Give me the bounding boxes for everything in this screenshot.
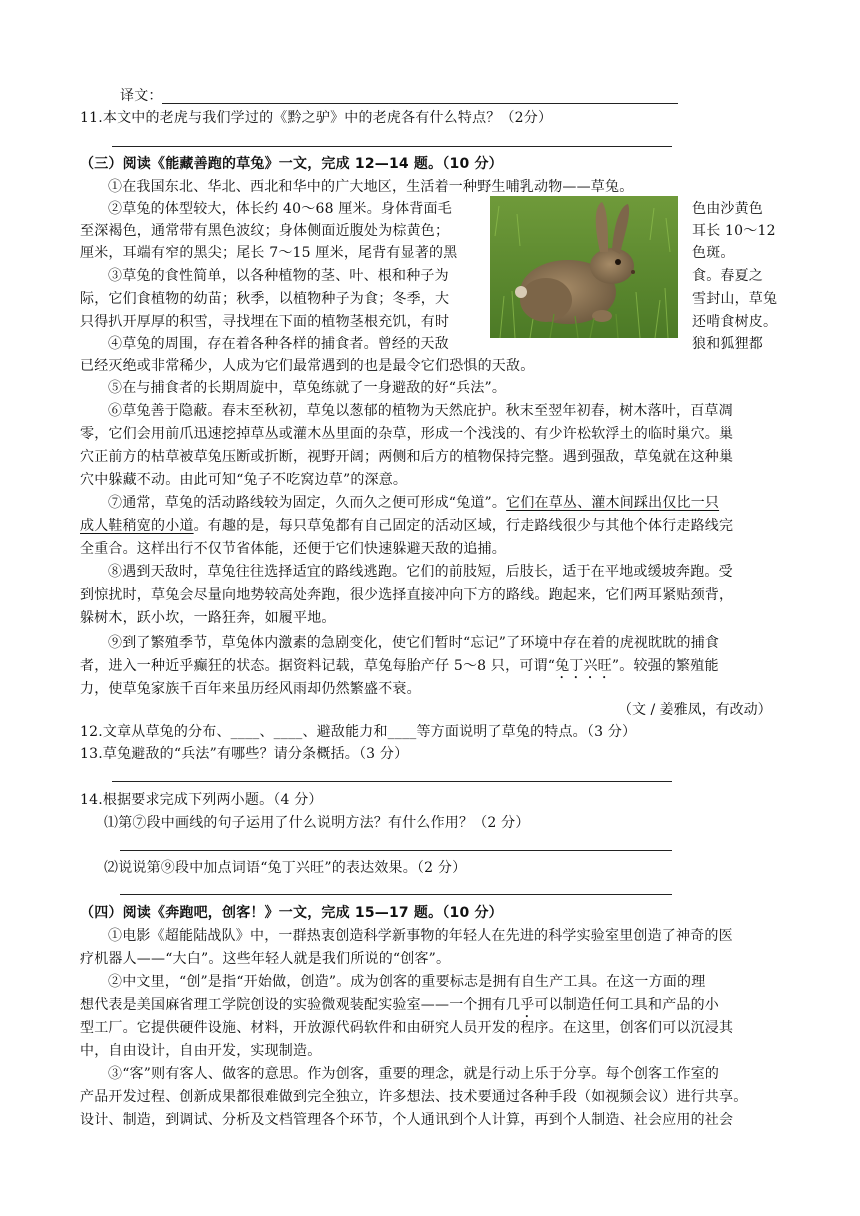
rabbit-photo bbox=[490, 196, 678, 338]
paragraph-9-line: ⑨到了繁殖季节，草兔体内激素的急剧变化，使它们暂时“忘记”了环境中存在着的虎视眈眈的捕食 bbox=[108, 635, 720, 651]
paragraph-8-line: 到惊扰时，草兔会尽量向地势较高处奔跑，很少选择直接冲向下方的路线。跑起来，它们两耳紧贴颈背， bbox=[80, 587, 734, 603]
s4-paragraph-2-line bbox=[80, 995, 719, 1015]
paragraph-3-line: 际，它们食植物的幼苗；秋季，以植物种子为食；冬季，大 bbox=[80, 291, 450, 307]
paragraph-2-line: ②草兔的体型较大，体长约 40～68 厘米。身体背面毛 bbox=[108, 201, 452, 217]
underlined-sentence: 它们在草丛、灌木间踩出仅比一只 bbox=[506, 495, 720, 511]
paragraph-3-line-right: 还啃食树皮。 bbox=[692, 314, 778, 330]
paragraph-7-line: 全重合。这样出行不仅节省体能，还便于它们快速躲避天敌的追捕。 bbox=[80, 541, 506, 557]
s4-paragraph-1-line: 疗机器人——“大白”。这些年轻人就是我们所说的“创客”。 bbox=[80, 951, 451, 967]
answer-line bbox=[112, 781, 672, 782]
question-12: 12.文章从草兔的分布、____、____、避敌能力和____等方面说明了草兔的特点。（3 分） bbox=[80, 724, 637, 740]
underlined-sentence: 成人鞋稍宽的小道 bbox=[80, 518, 194, 534]
dotted-phrase: 兔丁兴旺 bbox=[555, 658, 612, 674]
paragraph-8-line: 躲树木，跃小坎，一路狂奔，如履平地。 bbox=[80, 610, 336, 626]
paragraph-2-line-right: 色由沙黄色 bbox=[692, 201, 763, 217]
s4-paragraph-1-line: ①电影《超能陆战队》中，一群热衷创造科学新事物的年轻人在先进的科学实验室里创造了神奇的医 bbox=[108, 928, 733, 944]
question-11: 11.本文中的老虎与我们学过的《黔之驴》中的老虎各有什么特点？（2分） bbox=[80, 110, 553, 126]
paragraph-3-line: ③草兔的食性简单，以各种植物的茎、叶、根和种子为 bbox=[108, 268, 449, 284]
question-14-2: ⑵说说第⑨段中加点词语“兔丁兴旺”的表达效果。（2 分） bbox=[104, 860, 467, 876]
s4-paragraph-3-line: 产品开发过程、创新成果都很难做到完全独立，许多想法、技术要通过各种手段（如视频会议）进行共享。 bbox=[80, 1089, 748, 1105]
paragraph-8-line: ⑧遇到天敌时，草兔往往选择适宜的路线逃跑。它们的前肢短，后肢长，适于在平地或缓坡奔跑。受 bbox=[108, 564, 733, 580]
answer-line bbox=[120, 850, 672, 851]
paragraph-4-line-right: 狼和狐狸都 bbox=[692, 336, 763, 352]
paragraph-7-text: ⑦通常，草兔的活动路线较为固定，久而久之便可形成“兔道”。 bbox=[108, 495, 507, 511]
paragraph-9-line: 力，使草兔家族千百年来虽历经风雨却仍然繁盛不衰。 bbox=[80, 681, 421, 697]
paragraph-3-line-right: 雪封山，草兔 bbox=[692, 291, 778, 307]
paragraph-4-line: 已经灭绝或非常稀少，人成为它们最常遇到的也是最令它们恐惧的天敌。 bbox=[80, 358, 535, 374]
paragraph-7-line bbox=[80, 516, 733, 536]
question-14: 14.根据要求完成下列两小题。（4 分） bbox=[80, 792, 323, 808]
paragraph-7-text: 。有趣的是，每只草兔都有自己固定的活动区域，行走路线很少与其他个体行走路线完 bbox=[193, 518, 734, 534]
s4-paragraph-3-line: ③“客”则有客人、做客的意思。作为创客，重要的理念，就是行动上乐于分享。每个创客工作室的 bbox=[108, 1066, 720, 1082]
answer-line bbox=[112, 146, 672, 147]
question-14-1: ⑴第⑦段中画线的句子运用了什么说明方法？有什么作用？（2 分） bbox=[104, 815, 530, 831]
paragraph-2-line-right: 耳长 10～12 bbox=[692, 223, 776, 239]
question-13: 13.草兔避敌的“兵法”有哪些？请分条概括。（3 分） bbox=[80, 746, 409, 762]
s4-paragraph-2-line: 中，自由设计，自由开发，实现制造。 bbox=[80, 1043, 322, 1059]
paragraph-2-line: 至深褐色，通常带有黑色波纹；身体侧面近腹处为棕黄色； bbox=[80, 223, 450, 239]
paragraph-2-line: 厘米，耳端有窄的黑尖；尾长 7～15 厘米，尾背有显著的黑 bbox=[80, 245, 458, 261]
paragraph-6-line: ⑥草兔善于隐蔽。春末至秋初，草兔以葱郁的植物为天然庇护。秋末至翌年初春，树木落叶，百草凋 bbox=[108, 403, 733, 419]
paragraph-9-line bbox=[80, 656, 719, 676]
answer-line bbox=[162, 103, 678, 104]
source-citation: （文 / 姜雅凤，有改动） bbox=[618, 702, 772, 718]
s4-paragraph-2-line: ②中文里，“创”是指“开始做，创造”。成为创客的重要标志是拥有自生产工具。在这一方面的理 bbox=[108, 974, 706, 990]
paragraph-6-line: 零，它们会用前爪迅速挖掉草丛或灌木丛里面的杂草，形成一个浅浅的、有少许松软浮土的临时巢穴。巢 bbox=[80, 426, 734, 442]
paragraph-4-line: ④草兔的周围，存在着各种各样的捕食者。曾经的天敌 bbox=[108, 336, 449, 352]
paragraph-1: ①在我国东北、华北、西北和华中的广大地区，生活着一种野生哺乳动物——草兔。 bbox=[108, 179, 634, 195]
s4-paragraph-2-text: 想代表是美国麻省理工学院创设的实验微观装配实验室——一个拥有几 bbox=[80, 997, 521, 1013]
translation-label: 译文： bbox=[120, 88, 163, 104]
paragraph-7-line bbox=[108, 493, 719, 513]
s4-paragraph-2-line: 型工厂。它提供硬件设施、材料，开放源代码软件和由研究人员开发的程序。在这里，创客们可以沉浸其 bbox=[80, 1020, 734, 1036]
section-3-title: （三）阅读《能藏善跑的草兔》一文，完成 12—14 题。（10 分） bbox=[80, 156, 503, 172]
paragraph-6-line: 穴正前方的枯草被草兔压断或折断，视野开阔；两侧和后方的植物保持完整。遇到强敌，草兔就在这种巢 bbox=[80, 449, 734, 465]
paragraph-9-text: 者，进入一种近乎癫狂的状态。据资料记载，草兔每胎产仔 5～8 只，可谓“ bbox=[80, 658, 556, 674]
s4-paragraph-2-text: 可以制造任何工具和产品的小 bbox=[534, 997, 720, 1013]
paragraph-6-line: 穴中躲藏不动。由此可知“兔子不吃窝边草”的深意。 bbox=[80, 472, 408, 488]
paragraph-3-line: 只得扒开厚厚的积雪，寻找埋在下面的植物茎根充饥，有时 bbox=[80, 314, 450, 330]
paragraph-5: ⑤在与捕食者的长期周旋中，草兔练就了一身避敌的好“兵法”。 bbox=[108, 380, 507, 396]
paragraph-3-line-right: 食。春夏之 bbox=[692, 268, 763, 284]
paragraph-9-text: ”。较强的繁殖能 bbox=[611, 658, 719, 674]
s4-paragraph-3-line: 设计、制造，到调试、分析及文档管理各个环节，个人通讯到个人计算，再到个人制造、社会应用的社会 bbox=[80, 1112, 734, 1128]
dotted-character: 乎 bbox=[520, 997, 535, 1013]
section-4-title: （四）阅读《奔跑吧，创客！》一文，完成 15—17 题。（10 分） bbox=[80, 905, 503, 921]
paragraph-2-line-right: 色斑。 bbox=[692, 245, 735, 261]
answer-line bbox=[120, 894, 672, 895]
